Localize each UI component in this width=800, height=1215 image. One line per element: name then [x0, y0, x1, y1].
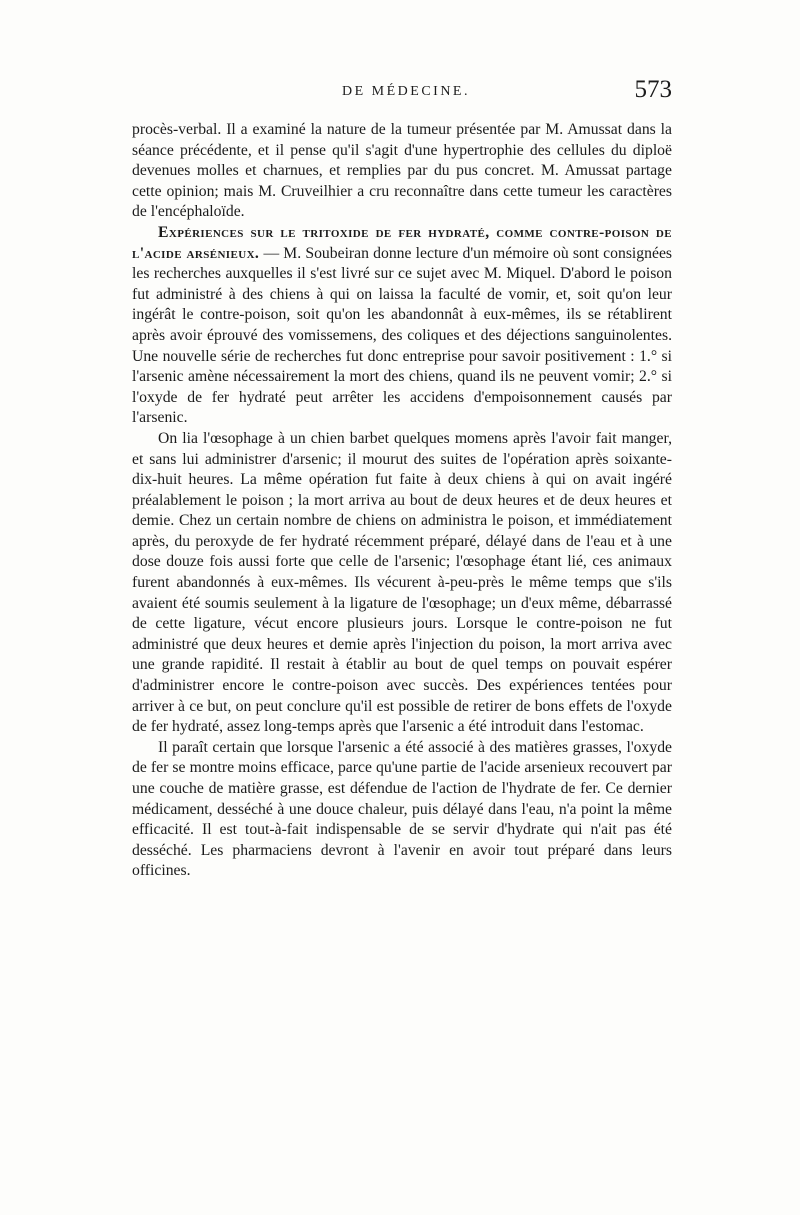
page-number: 573: [634, 76, 672, 103]
page-body: [132, 120, 672, 882]
paragraph-oesophage: On lia l'œsophage à un chien barbet quelques momens après l'avoir fait manger, et sans lui administrer d'arsenic; il mourut des suites de l'opération après soixante-dix-huit heures. La même opération fut faite à deux chiens à qui on avait ingéré préalablement le poison ; la mort arriva au bout de deux heures et de deux heures et demie. Chez un certain nombre de chiens on administra le poison, et immédiatement après, du peroxyde de fer hydraté récemment préparé, délayé dans de l'eau et à une dose douze fois aussi forte que celle de l'arsenic; l'œsophage étant lié, ces animaux furent abandonnés à eux-mêmes. Ils vécurent à-peu-près le même temps que s'ils avaient été soumis seulement à la ligature de l'œsophage; un d'eux même, débarrassé de cette ligature, vécut encore plusieurs jours. Lorsque le contre-poison ne fut administré que deux heures et demie après l'injection du poison, la mort arriva avec une grande rapidité. Il restait à établir au bout de quel temps on pouvait espérer d'administrer encore le contre-poison avec succès. Des expériences tentées pour arriver à ce but, on peut conclure qu'il est possible de retirer de bons effets de l'oxyde de fer hydraté, assez long-temps après que l'arsenic a été introduit dans l'estomac.: [132, 429, 672, 736]
section-heading: Expériences sur le tritoxide de fer hydraté, comme contre-poison de l'acide arsénieux.: [132, 223, 672, 262]
page-header: [132, 76, 672, 116]
running-title: DE MÉDECINE.: [342, 84, 470, 99]
paragraph-matieres-grasses: Il paraît certain que lorsque l'arsenic a été associé à des matières grasses, l'oxyde de fer se montre moins efficace, parce qu'une partie de l'acide arsenieux recouvert par une couche de matière grasse, est défendue de l'action de l'hydrate de fer. Ce dernier médicament, desséché à une douce chaleur, puis délayé dans l'eau, n'a point la même efficacité. Il est tout-à-fait indispensable de se servir d'hydrate qui n'ait pas été desséché. Les pharmaciens devront à l'avenir en avoir tout préparé dans leurs officines.: [132, 738, 672, 880]
paragraph-continued: procès-verbal. Il a examiné la nature de la tumeur présentée par M. Amussat dans la séance précédente, et il pense qu'il s'agit d'une hypertrophie des cellules du diploë devenues molles et charnues, et remplies par du pus concret. M. Amussat partage cette opinion; mais M. Cruveilhier a cru reconnaître dans cette tumeur les caractères de l'encéphaloïde.: [132, 121, 672, 221]
paragraph-experiences: [132, 223, 672, 429]
paragraph-experiences-text: — M. Soubeiran donne lecture d'un mémoire où sont consignées les recherches auxquelles il s'est livré sur ce sujet avec M. Miquel. D'abord le poison fut administré à des chiens à qui on laissa la faculté de vomir, et, soit qu'on leur ingérât le contre-poison, soit qu'on les abandonnât à eux-mêmes, ils se rétablirent après avoir éprouvé des vomissemens, des coliques et des déjections sanguinolentes. Une nouvelle série de recherches fut donc entreprise pour savoir positivement : 1.° si l'arsenic amène nécessairement la mort des chiens, quand ils ne peuvent vomir; 2.° si l'oxyde de fer hydraté peut arrêter les accidens d'empoisonnement causés par l'arsenic.: [132, 244, 673, 427]
